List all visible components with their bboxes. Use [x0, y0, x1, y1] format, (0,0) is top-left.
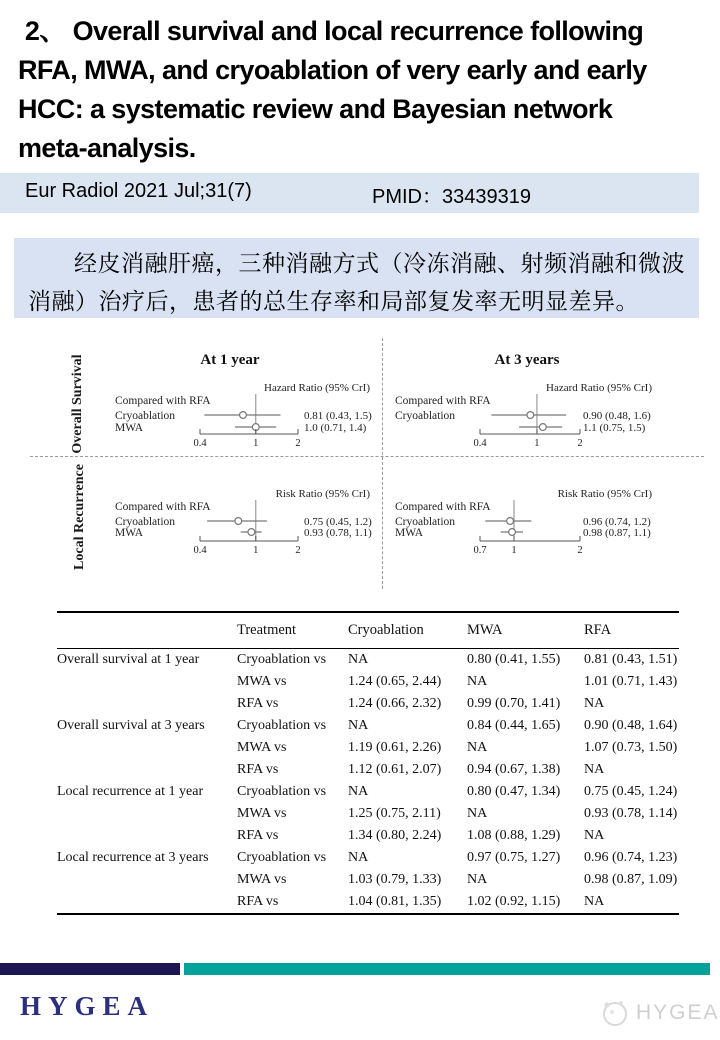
svg-text:Compared with RFA: Compared with RFA [395, 395, 491, 407]
table-cell: 1.01 (0.71, 1.43) [584, 674, 678, 689]
forest-plot-lr-1y [30, 463, 382, 586]
svg-text:2: 2 [295, 545, 301, 556]
svg-text:Compared with RFA: Compared with RFA [115, 501, 211, 513]
svg-text:2: 2 [577, 545, 583, 556]
svg-text:0.81 (0.43, 1.5): 0.81 (0.43, 1.5) [304, 410, 372, 422]
svg-text:1.1 (0.75, 1.5): 1.1 (0.75, 1.5) [583, 422, 646, 434]
svg-text:0.4: 0.4 [473, 438, 487, 449]
title-line: 2、 Overall survival and local recurrence following [18, 16, 644, 46]
table-cell: RFA vs [237, 762, 279, 777]
axis-label-local-recurrence: Local Recurrence [72, 464, 87, 570]
table-row [57, 847, 679, 869]
table-cell: 1.04 (0.81, 1.35) [348, 894, 442, 909]
table-group-label: Local recurrence at 3 years [57, 850, 209, 865]
footer-bar-teal [184, 963, 710, 975]
table-cell: 0.80 (0.47, 1.34) [467, 784, 561, 799]
svg-text:MWA: MWA [115, 422, 144, 434]
svg-text:Hazard Ratio (95% CrI): Hazard Ratio (95% CrI) [264, 382, 370, 394]
forest-plot-figure [0, 335, 720, 601]
table-cell: NA [467, 674, 488, 689]
svg-text:MWA: MWA [395, 527, 424, 539]
table-cell: NA [467, 806, 488, 821]
table-cell: 0.96 (0.74, 1.23) [584, 850, 678, 865]
table-cell: 0.90 (0.48, 1.64) [584, 718, 678, 733]
summary-text-zh: 经皮消融肝癌，三种消融方式（冷冻消融、射频消融和微波消融）治疗后，患者的总生存率和局部复发率无明显差异。 [28, 251, 685, 315]
page-title [18, 12, 718, 168]
svg-text:Compared with RFA: Compared with RFA [395, 501, 491, 513]
title-line: HCC: a systematic review and Bayesian network [18, 94, 613, 124]
svg-text:0.75 (0.45, 1.2): 0.75 (0.45, 1.2) [304, 516, 372, 528]
table-row [57, 781, 679, 803]
svg-text:1: 1 [253, 545, 259, 556]
svg-text:0.90 (0.48, 1.6): 0.90 (0.48, 1.6) [583, 410, 651, 422]
table-cell: NA [584, 828, 605, 843]
svg-text:0.93 (0.78, 1.1): 0.93 (0.78, 1.1) [304, 527, 372, 539]
svg-text:Cryoablation: Cryoablation [395, 516, 456, 528]
table-cell: 0.81 (0.43, 1.51) [584, 652, 678, 667]
table-group-label: Overall survival at 1 year [57, 652, 200, 667]
table-column-header: MWA [467, 612, 584, 649]
hygea-watermark [600, 998, 720, 1028]
axis-label-overall-survival: Overall Survival [70, 354, 85, 454]
table-cell: MWA vs [237, 806, 287, 821]
footer-bar-navy [0, 963, 180, 975]
table-column-header: Cryoablation [348, 612, 467, 649]
svg-text:MWA: MWA [115, 527, 144, 539]
table-cell: RFA vs [237, 696, 279, 711]
table-cell: MWA vs [237, 674, 287, 689]
svg-text:1: 1 [511, 545, 517, 556]
table-cell: 1.24 (0.66, 2.32) [348, 696, 442, 711]
table-group-label: Overall survival at 3 years [57, 718, 205, 733]
svg-text:Hazard Ratio (95% CrI): Hazard Ratio (95% CrI) [546, 382, 652, 394]
svg-text:Compared with RFA: Compared with RFA [115, 395, 211, 407]
table-cell: 0.97 (0.75, 1.27) [467, 850, 561, 865]
svg-text:1.0 (0.71, 1.4): 1.0 (0.71, 1.4) [304, 422, 367, 434]
table-cell: RFA vs [237, 828, 279, 843]
svg-text:Cryoablation: Cryoablation [395, 410, 456, 422]
table-cell: NA [467, 740, 488, 755]
pmid-label: PMID：33439319 [372, 186, 531, 208]
title-line: meta-analysis. [18, 133, 196, 163]
table-cell: 0.94 (0.67, 1.38) [467, 762, 561, 777]
journal-reference: Eur Radiol 2021 Jul;31(7) [25, 180, 252, 202]
table-cell: 0.93 (0.78, 1.14) [584, 806, 678, 821]
title-line: RFA, MWA, and cryoablation of very early and early [18, 55, 647, 85]
comparison-table-wrap [57, 611, 679, 915]
table-cell: 0.84 (0.44, 1.65) [467, 718, 561, 733]
watermark-text: HYGEA [636, 1001, 720, 1024]
table-cell: 1.03 (0.79, 1.33) [348, 872, 442, 887]
svg-text:At 1 year: At 1 year [200, 352, 260, 368]
table-column-header [57, 612, 237, 649]
svg-text:0.98 (0.87, 1.1): 0.98 (0.87, 1.1) [583, 527, 651, 539]
table-cell: NA [348, 718, 369, 733]
table-cell: Cryoablation vs [237, 718, 327, 733]
svg-text:Risk Ratio (95% CrI): Risk Ratio (95% CrI) [275, 488, 370, 500]
svg-text:Cryoablation: Cryoablation [115, 410, 176, 422]
table-cell: 1.24 (0.65, 2.44) [348, 674, 442, 689]
svg-text:At 3 years: At 3 years [494, 352, 560, 368]
table-cell: 0.75 (0.45, 1.24) [584, 784, 678, 799]
svg-text:Cryoablation: Cryoablation [115, 516, 176, 528]
summary-box [14, 238, 699, 318]
svg-text:0.4: 0.4 [193, 545, 207, 556]
table-header-row [57, 612, 679, 649]
svg-text:2: 2 [295, 438, 301, 449]
forest-plot-os-1y [30, 340, 382, 463]
table-row [57, 649, 679, 672]
table-cell: MWA vs [237, 872, 287, 887]
table-cell: 1.12 (0.61, 2.07) [348, 762, 442, 777]
table-column-header: RFA [584, 612, 679, 649]
table-column-header: Treatment [237, 612, 348, 649]
table-cell: 1.08 (0.88, 1.29) [467, 828, 561, 843]
table-row [57, 715, 679, 737]
table-cell: MWA vs [237, 740, 287, 755]
table-cell: Cryoablation vs [237, 784, 327, 799]
table-cell: NA [584, 696, 605, 711]
figure-vertical-divider [382, 338, 383, 589]
journal-bar [0, 173, 699, 213]
table-cell: 0.99 (0.70, 1.41) [467, 696, 561, 711]
table-cell: 1.19 (0.61, 2.26) [348, 740, 442, 755]
svg-text:1: 1 [253, 438, 259, 449]
table-cell: Cryoablation vs [237, 652, 327, 667]
table-cell: NA [348, 850, 369, 865]
table-cell: NA [348, 652, 369, 667]
forest-plot-os-3y [385, 340, 715, 463]
table-cell: 1.07 (0.73, 1.50) [584, 740, 678, 755]
svg-text:Risk Ratio (95% CrI): Risk Ratio (95% CrI) [557, 488, 652, 500]
table-cell: RFA vs [237, 894, 279, 909]
table-cell: NA [467, 872, 488, 887]
table-cell: NA [584, 762, 605, 777]
table-cell: 0.98 (0.87, 1.09) [584, 872, 678, 887]
table-cell: NA [584, 894, 605, 909]
svg-text:0.96 (0.74, 1.2): 0.96 (0.74, 1.2) [583, 516, 651, 528]
hygea-logo: HYGEA [20, 991, 155, 1021]
table-cell: 1.34 (0.80, 2.24) [348, 828, 442, 843]
forest-plot-lr-3y [385, 463, 715, 586]
svg-text:0.4: 0.4 [193, 438, 207, 449]
svg-text:0.7: 0.7 [473, 545, 487, 556]
svg-text:2: 2 [577, 438, 583, 449]
table-cell: Cryoablation vs [237, 850, 327, 865]
table-cell: NA [348, 784, 369, 799]
table-cell: 1.25 (0.75, 2.11) [348, 806, 441, 821]
table-cell: 0.80 (0.41, 1.55) [467, 652, 561, 667]
comparison-table [57, 611, 679, 915]
table-cell: 1.02 (0.92, 1.15) [467, 894, 561, 909]
svg-text:1: 1 [534, 438, 540, 449]
watermark-logo-icon [600, 998, 630, 1028]
table-group-label: Local recurrence at 1 year [57, 784, 204, 799]
